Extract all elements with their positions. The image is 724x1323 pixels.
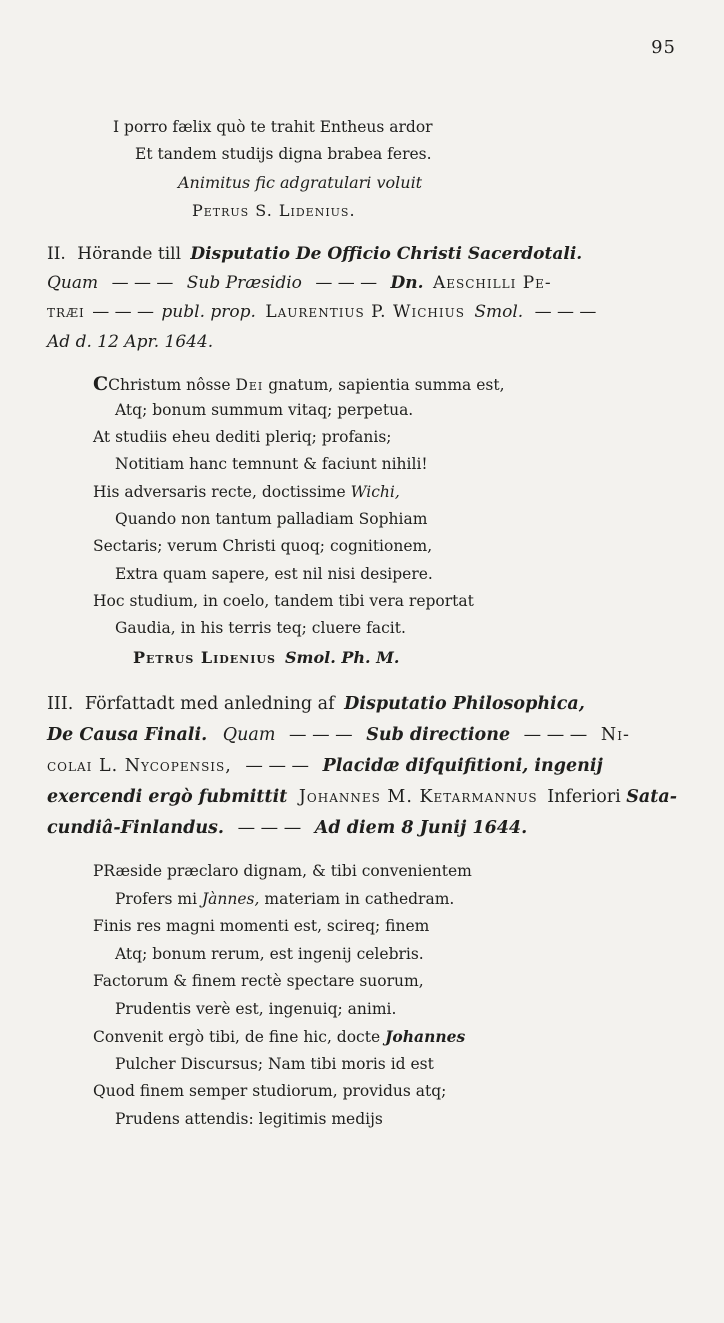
section-3-sata: Sata- [626,787,677,807]
section-3-quam: Quam [222,725,276,745]
section-2-dashes-a: — — — [111,273,174,293]
section-3-intro: Författadt med anledning af [84,694,335,714]
section-3-praeses-1: Ni- [600,725,630,745]
section-3-verse-2-a: Profers mi [115,890,198,908]
poem-1-line-2: Et tandem studijs digna brabea feres. [135,145,432,163]
section-2-verse-line-4: Notitiam hanc temnunt & faciunt nihili! [115,455,428,473]
section-2-smol: Smol. [474,302,524,322]
section-2-praeses: Aeschilli Pe- [432,273,552,293]
section-3-heading-line-4 [47,787,677,807]
section-3-verse-2-b: materiam in cathedram. [264,890,455,908]
section-2-verse-line-2: Atq; bonum summum vitaq; perpetua. [115,401,414,419]
section-3-cundia: cundiâ-Finlandus. [47,818,224,838]
section-3-heading-line-5 [47,818,527,838]
section-2-publ: publ. prop. [161,302,256,322]
section-2-dashes-d: — — — [534,302,597,322]
section-3-verse-line-9: Quod finem semper studiorum, providus atq; [93,1082,447,1100]
section-2-dei: Dei [235,376,264,394]
section-2-signature-tail: Smol. Ph. M. [285,648,400,667]
section-2-heading-line-3 [47,302,596,322]
section-3-heading-line-1 [47,694,585,714]
section-2-heading-line-1 [47,244,582,264]
section-3-title-2: De Causa Finali. [47,725,208,745]
section-3-heading-line-2 [47,725,630,745]
section-3-inferiori: Inferiori [547,787,621,807]
section-2-verse-1-a: Christum nôsse [108,376,231,394]
section-2-signature [133,648,399,667]
section-3-verse-line-10: Prudens attendis: legitimis medijs [115,1110,383,1128]
section-2-dashes-b: — — — [315,273,378,293]
section-2-verse-5-a: His adversaris recte, doctissime [93,483,346,501]
section-2-verse-line-10: Gaudia, in his terris teq; cluere facit. [115,619,406,637]
section-3-verse-line-7 [93,1027,465,1046]
section-3-verse-7-a: Convenit ergò tibi, de fine hic, docte [93,1028,381,1046]
section-2-verse-line-9: Hoc studium, in coelo, tandem tibi vera reportat [93,592,474,610]
section-3-numeral: III. [47,694,74,714]
section-3-verse-line-4: Atq; bonum rerum, est ingenij celebris. [115,945,424,963]
section-2-verse-1-b: gnatum, sapientia summa est, [268,376,505,394]
section-3-sub-directione: Sub directione [366,725,511,745]
section-3-date: Ad diem 8 Junij 1644. [314,818,528,838]
section-3-dashes-d: — — — [237,818,302,838]
section-3-verse-line-2 [115,890,454,908]
section-3-praeses-2: colai L. Nycopensis, [47,756,232,776]
section-3-respondent: Johannes M. Ketarmannus [298,787,538,807]
section-2-respondent: Laurentius P. Wichius [265,302,465,322]
section-3-verse-line-8: Pulcher Discursus; Nam tibi moris id est [115,1055,434,1073]
section-3-exercendi: exercendi ergò fubmittit [47,787,288,807]
section-2-intro: Hörande till [77,244,182,264]
section-3-placidae: Placidæ difquifitioni, ingenij [322,756,603,776]
section-2-verse-line-1: CChristum nôsse Dei gnatum, sapientia summa est, [93,373,505,395]
section-2-verse-line-8: Extra quam sapere, est nil nisi desipere. [115,565,433,583]
section-2-verse-line-7: Sectaris; verum Christi quoq; cognitionem, [93,537,433,555]
section-3-heading-line-3 [47,756,603,776]
poem-1-closing: Animitus fic adgratulari voluit [178,173,423,192]
section-2-dashes-c: — — — [92,302,155,322]
section-3-dashes-a: — — — [289,725,353,745]
section-3-verse-line-5: Factorum & finem rectè spectare suorum, [93,972,424,990]
section-3-dashes-c: — — — [245,756,310,776]
section-2-quam: Quam [47,273,99,293]
section-3-verse-line-3: Finis res magni momenti est, scireq; finem [93,917,430,935]
section-3-verse-line-1: PRæside præclaro dignam, & tibi convenientem [93,862,472,880]
section-3-verse-line-6: Prudentis verè est, ingenuiq; animi. [115,1000,397,1018]
section-2-verse-line-5 [93,483,400,501]
section-2-signature-name: Petrus Lidenius [133,648,276,667]
page-number: 95 [651,37,676,58]
section-2-numeral: II. [47,244,66,264]
poem-1-line-1: I porro fælix quò te trahit Entheus ardor [113,118,433,136]
section-3-title-1: Disputatio Philosophica, [344,694,585,714]
section-2-date: Ad d. 12 Apr. 1644. [47,332,214,352]
section-2-title: Disputatio De Officio Christi Sacerdotali. [190,244,583,264]
section-3-dashes-b: — — — [523,725,588,745]
section-2-praeses-cont: træi [47,302,85,322]
section-2-sub-praesidio: Sub Præsidio [186,273,302,293]
section-2-wichi: Wichi, [350,483,400,501]
section-2-dn: Dn. [390,273,424,293]
section-2-heading-line-2 [47,273,552,293]
section-3-jannes: Jànnes, [201,890,260,908]
section-2-verse-line-6: Quando non tantum palladiam Sophiam [115,510,428,528]
section-2-verse-line-3: At studiis eheu dediti pleriq; profanis; [93,428,392,446]
section-3-johannes: Johannes [385,1027,466,1046]
poem-1-signature: Petrus S. Lidenius. [192,201,356,220]
